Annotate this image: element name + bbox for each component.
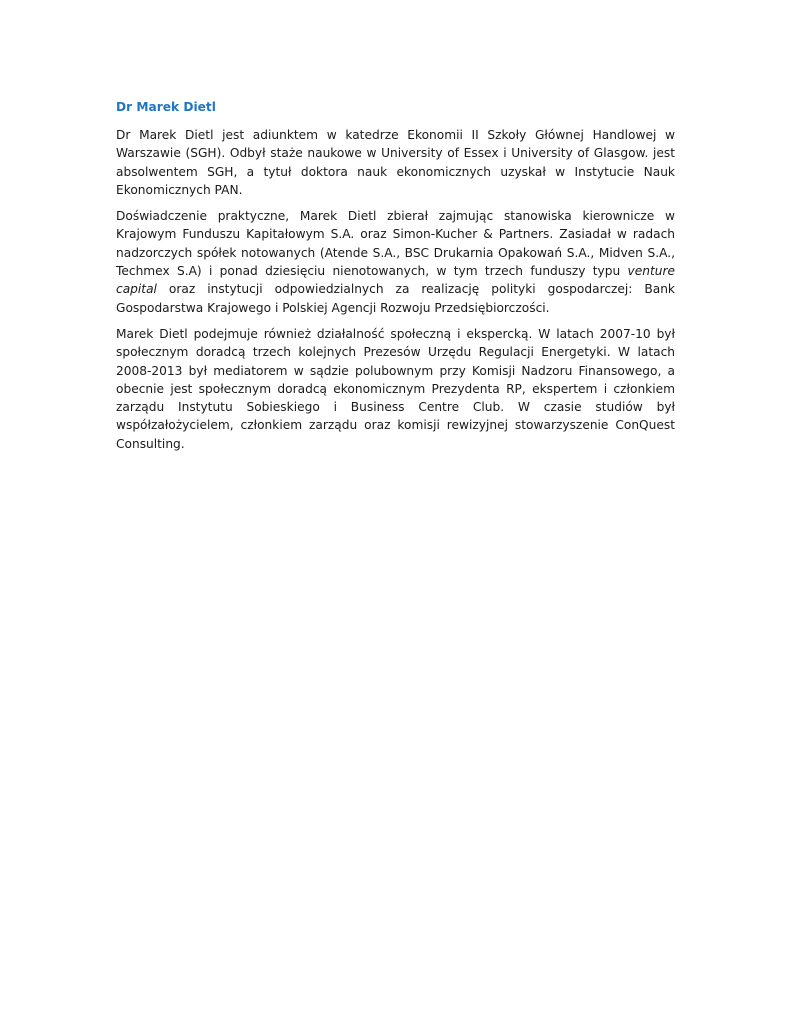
- paragraph-experience: [116, 207, 675, 317]
- paragraph-experience-text-before: Doświadczenie praktyczne, Marek Dietl zbierał zajmując stanowiska kierownicze w Krajowym Funduszu Kapitałowym S.A. oraz Simon-Kucher & Partners. Zasiadał w radach nadzorczych spółek notowanych (Atende S.A., BSC Drukarnia Opakowań S.A., Midven S.A., Techmex S.A) i ponad dziesięciu nienotowanych, w tym trzech funduszy typu: [116, 209, 675, 279]
- paragraph-education-text: Dr Marek Dietl jest adiunktem w katedrze Ekonomii II Szkoły Głównej Handlowej w Warszawie (SGH). Odbył staże naukowe w University of Essex i University of Glasgow. jest absolwentem SGH, a tytuł doktora nauk ekonomicznych uzyskał w Instytucie Nauk Ekonomicznych PAN.: [116, 128, 675, 197]
- paragraph-social-activity: [116, 325, 675, 453]
- paragraph-social-activity-text: Marek Dietl podejmuje również działalność społeczną i ekspercką. W latach 2007-10 był społecznym doradcą trzech kolejnych Prezesów Urzędu Regulacji Energetyki. W latach 2008-2013 był mediatorem w sądzie polubownym przy Komisji Nadzoru Finansowego, a obecnie jest społecznym doradcą ekonomicznym Prezydenta RP, ekspertem i członkiem zarządu Instytutu Sobieskiego i Business Centre Club. W czasie studiów był współzałożycielem, członkiem zarządu oraz komisji rewizyjnej stowarzyszenie ConQuest Consulting.: [116, 326, 675, 451]
- paragraph-education: [116, 126, 675, 199]
- paragraph-experience-italic-term: venture capital: [116, 264, 675, 297]
- paragraph-experience-text-after: oraz instytucji odpowiedzialnych za realizację polityki gospodarczej: Bank Gospodarstwa Krajowego i Polskiej Agencji Rozwoju Przedsiębiorczości.: [116, 282, 675, 315]
- document-title: Dr Marek Dietl: [116, 100, 216, 114]
- document-page: [116, 98, 675, 461]
